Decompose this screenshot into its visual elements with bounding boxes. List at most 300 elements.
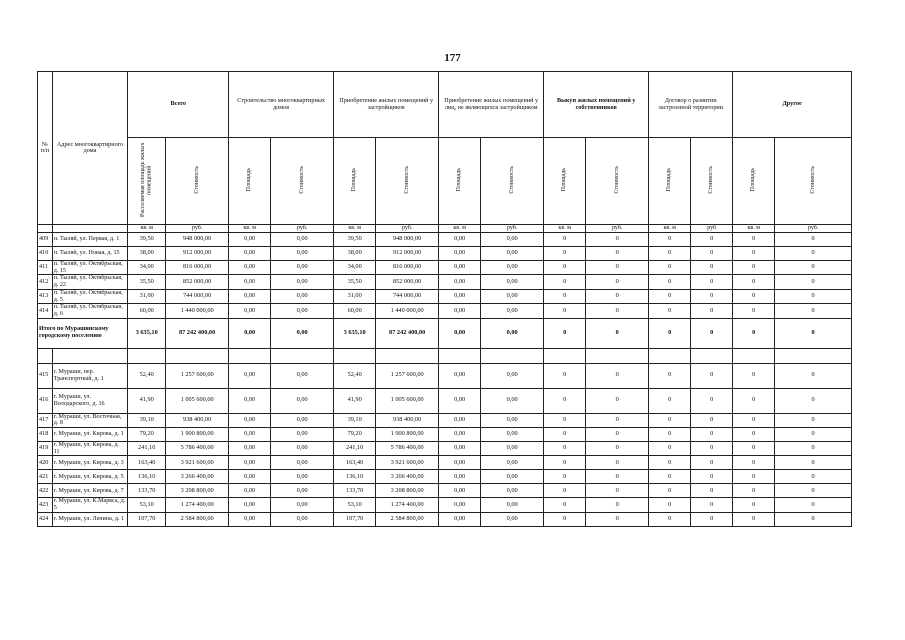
table-cell: 0,00 xyxy=(229,442,271,456)
sub-cost-label: Стоимость xyxy=(193,165,200,194)
table-row xyxy=(38,233,852,247)
table-cell: 1 900 800,00 xyxy=(166,428,229,442)
table-cell: 0 xyxy=(733,470,775,484)
table-cell: 0 xyxy=(586,388,649,413)
empty-cell xyxy=(649,348,691,363)
table-cell: 0 xyxy=(544,442,586,456)
table-cell: 0,00 xyxy=(229,512,271,526)
table-cell: 0 xyxy=(649,428,691,442)
table-cell: 0 xyxy=(733,363,775,388)
table-cell: 0 xyxy=(733,247,775,261)
page-number: 177 xyxy=(444,52,461,64)
table-cell: 0 xyxy=(586,289,649,303)
table-cell: 0 xyxy=(691,388,733,413)
table-cell: 35,50 xyxy=(334,275,376,289)
table-cell: 0 xyxy=(649,363,691,388)
table-cell: 852 000,00 xyxy=(166,275,229,289)
table-cell: 60,00 xyxy=(334,304,376,318)
table-cell: 0 xyxy=(775,233,852,247)
table-cell: 0,00 xyxy=(481,289,544,303)
total-cell: 87 242 400,00 xyxy=(166,318,229,348)
row-number: 424 xyxy=(38,512,53,526)
row-number: 418 xyxy=(38,428,53,442)
total-cell: 0 xyxy=(544,318,586,348)
row-address: г. Мураши, ул. Ленина, д. 1 xyxy=(52,512,128,526)
table-cell: 0,00 xyxy=(229,363,271,388)
row-address: п. Тыляй, ул. Первая, д. 1 xyxy=(52,233,128,247)
table-cell: 0 xyxy=(649,388,691,413)
table-cell: 1 257 600,00 xyxy=(376,363,439,388)
unit-cell: руб. xyxy=(775,225,852,233)
table-cell: 38,00 xyxy=(334,247,376,261)
table-cell: 0 xyxy=(544,247,586,261)
row-number: 410 xyxy=(38,247,53,261)
table-cell: 0 xyxy=(586,233,649,247)
sub-area-header xyxy=(733,138,775,225)
table-cell: 0 xyxy=(733,484,775,498)
table-cell: 0,00 xyxy=(481,275,544,289)
row-address: г. Мураши, ул. Володарского, д. 16 xyxy=(52,388,128,413)
sub-cost-header xyxy=(376,138,439,225)
header-purchase-non-developers: Приобретение жилых помещений у лиц, не являющихся застройщиком xyxy=(439,72,544,138)
row-number: 417 xyxy=(38,413,53,427)
table-cell: 744 000,00 xyxy=(376,289,439,303)
table-cell: 0 xyxy=(775,484,852,498)
sub-cost-label: Стоимость xyxy=(613,165,620,194)
table-cell: 3 921 600,00 xyxy=(166,456,229,470)
table-cell: 0 xyxy=(649,512,691,526)
sub-area-label: Площадь xyxy=(351,168,358,192)
table-cell: 0,00 xyxy=(439,363,481,388)
table-cell: 0 xyxy=(544,413,586,427)
table-cell: 0,00 xyxy=(439,498,481,512)
sub-cost-label: Стоимость xyxy=(708,165,715,194)
table-cell: 0 xyxy=(691,484,733,498)
table-cell: 0 xyxy=(775,413,852,427)
table-cell: 0 xyxy=(544,233,586,247)
header-development-contract: Договор о развитии застроенной территории xyxy=(649,72,733,138)
table-row xyxy=(38,512,852,526)
table-cell: 0 xyxy=(775,304,852,318)
table-row xyxy=(38,363,852,388)
table-cell: 0,00 xyxy=(439,388,481,413)
table-cell: 0,00 xyxy=(271,428,334,442)
row-address: п. Тыляй, ул. Октябрьская, д. 15 xyxy=(52,261,128,275)
table-body-a xyxy=(38,233,852,319)
table-cell: 0,00 xyxy=(271,413,334,427)
table-cell: 0,00 xyxy=(439,484,481,498)
table-cell: 0,00 xyxy=(271,498,334,512)
table-cell: 0 xyxy=(691,456,733,470)
table-cell: 3 266 400,00 xyxy=(376,470,439,484)
table-cell: 39,10 xyxy=(334,413,376,427)
row-address: г. Мураши, ул. Кирова, д. 7 xyxy=(52,484,128,498)
table-cell: 0 xyxy=(733,304,775,318)
table-cell: 938 400,00 xyxy=(376,413,439,427)
table-cell: 241,10 xyxy=(334,442,376,456)
row-number: 411 xyxy=(38,261,53,275)
table-cell: 79,20 xyxy=(128,428,166,442)
row-number: 412 xyxy=(38,275,53,289)
table-cell: 0,00 xyxy=(481,456,544,470)
unit-cell: кв. м xyxy=(128,225,166,233)
table-cell: 0 xyxy=(775,388,852,413)
table-row xyxy=(38,428,852,442)
table-cell: 912 000,00 xyxy=(376,247,439,261)
table-cell: 1 257 600,00 xyxy=(166,363,229,388)
table-cell: 0 xyxy=(586,512,649,526)
sub-cost-header xyxy=(775,138,852,225)
table-cell: 0 xyxy=(544,304,586,318)
table-cell: 0 xyxy=(691,498,733,512)
table-cell: 744 000,00 xyxy=(166,289,229,303)
table-row xyxy=(38,247,852,261)
table-cell: 39,50 xyxy=(128,233,166,247)
total-cell: 0 xyxy=(775,318,852,348)
table-cell: 0 xyxy=(544,470,586,484)
total-cell: 0 xyxy=(733,318,775,348)
table-cell: 0,00 xyxy=(271,363,334,388)
table-cell: 0,00 xyxy=(271,512,334,526)
total-label: Итого по Мурашинскому городскому поселению xyxy=(38,318,128,348)
empty-cell xyxy=(52,348,128,363)
table-cell: 0,00 xyxy=(229,261,271,275)
row-address: г. Мураши, пер. Транспортный, д. 1 xyxy=(52,363,128,388)
table-cell: 41,90 xyxy=(128,388,166,413)
table-cell: 0 xyxy=(691,470,733,484)
table-cell: 0,00 xyxy=(439,233,481,247)
sub-area-header xyxy=(649,138,691,225)
total-cell: 0 xyxy=(586,318,649,348)
table-cell: 0 xyxy=(586,484,649,498)
table-cell: 0 xyxy=(649,442,691,456)
table-cell: 0 xyxy=(544,289,586,303)
header-other: Другое xyxy=(733,72,852,138)
table-cell: 0 xyxy=(649,498,691,512)
table-cell: 0 xyxy=(775,512,852,526)
empty-cell xyxy=(586,348,649,363)
table-row xyxy=(38,261,852,275)
table-cell: 0,00 xyxy=(481,304,544,318)
table-cell: 0 xyxy=(691,247,733,261)
table-cell: 0 xyxy=(733,498,775,512)
total-cell: 87 242 400,00 xyxy=(376,318,439,348)
table-cell: 3 266 400,00 xyxy=(166,470,229,484)
table-cell: 0 xyxy=(775,428,852,442)
header-construction: Строительство многоквартирных домов xyxy=(229,72,334,138)
table-cell: 0 xyxy=(691,413,733,427)
table-cell: 0 xyxy=(775,261,852,275)
table-cell: 1 005 600,00 xyxy=(376,388,439,413)
sub-area-label: Площадь xyxy=(246,168,253,192)
sub-cost-header xyxy=(481,138,544,225)
table-row xyxy=(38,275,852,289)
table-cell: 0 xyxy=(775,247,852,261)
table-cell: 31,00 xyxy=(334,289,376,303)
row-number: 420 xyxy=(38,456,53,470)
row-address: п. Тыляй, ул. Октябрьская, д. 22 xyxy=(52,275,128,289)
row-number: 423 xyxy=(38,498,53,512)
table-cell: 0 xyxy=(586,304,649,318)
sub-cost-label: Стоимость xyxy=(403,165,410,194)
table-cell: 0,00 xyxy=(481,247,544,261)
table-cell: 0 xyxy=(733,512,775,526)
table-cell: 0 xyxy=(586,470,649,484)
table-cell: 3 921 600,00 xyxy=(376,456,439,470)
table-cell: 163,40 xyxy=(128,456,166,470)
table-cell: 816 000,00 xyxy=(166,261,229,275)
table-cell: 0 xyxy=(691,304,733,318)
table-cell: 0 xyxy=(733,456,775,470)
sub-cost-label: Стоимость xyxy=(508,165,515,194)
unit-cell: кв. м xyxy=(544,225,586,233)
table-cell: 0 xyxy=(691,428,733,442)
table-cell: 0,00 xyxy=(271,247,334,261)
table-cell: 34,00 xyxy=(128,261,166,275)
table-cell: 53,10 xyxy=(128,498,166,512)
table-cell: 1 005 600,00 xyxy=(166,388,229,413)
empty-cell xyxy=(128,348,166,363)
table-cell: 1 274 400,00 xyxy=(166,498,229,512)
sub-area-header xyxy=(128,138,166,225)
table-cell: 0 xyxy=(649,484,691,498)
table-row xyxy=(38,442,852,456)
table-cell: 0,00 xyxy=(439,442,481,456)
table-cell: 0 xyxy=(733,428,775,442)
table-cell: 3 208 800,00 xyxy=(376,484,439,498)
sub-cost-header xyxy=(691,138,733,225)
sub-cost-header xyxy=(271,138,334,225)
table-cell: 0 xyxy=(586,498,649,512)
unit-cell: кв. м xyxy=(649,225,691,233)
table-cell: 0,00 xyxy=(481,413,544,427)
table-cell: 39,10 xyxy=(128,413,166,427)
table-cell: 0 xyxy=(586,247,649,261)
total-body xyxy=(38,318,852,363)
table-row xyxy=(38,413,852,427)
table-cell: 0 xyxy=(649,289,691,303)
empty-cell xyxy=(544,348,586,363)
table-cell: 39,50 xyxy=(334,233,376,247)
table-cell: 133,70 xyxy=(334,484,376,498)
table-cell: 2 584 800,00 xyxy=(166,512,229,526)
table-cell: 0,00 xyxy=(271,442,334,456)
table-cell: 0,00 xyxy=(481,363,544,388)
table-cell: 0 xyxy=(733,233,775,247)
total-cell: 0,00 xyxy=(439,318,481,348)
table-cell: 38,00 xyxy=(128,247,166,261)
row-address: г. Мураши, ул. Кирова, д. 11 xyxy=(52,442,128,456)
empty-cell xyxy=(481,348,544,363)
row-number: 409 xyxy=(38,233,53,247)
table-cell: 2 584 800,00 xyxy=(376,512,439,526)
sub-area-label: Площадь xyxy=(750,168,757,192)
table-cell: 912 000,00 xyxy=(166,247,229,261)
table-cell: 0 xyxy=(544,428,586,442)
table-cell: 0 xyxy=(775,363,852,388)
sub-area-first-label: Расселяемая площадь жилых помещений xyxy=(140,142,153,217)
row-number: 419 xyxy=(38,442,53,456)
table-cell: 0,00 xyxy=(439,261,481,275)
table-cell: 0 xyxy=(775,498,852,512)
table-cell: 5 786 400,00 xyxy=(166,442,229,456)
table-cell: 0 xyxy=(649,470,691,484)
table-cell: 0,00 xyxy=(271,233,334,247)
table-cell: 0 xyxy=(733,289,775,303)
table-cell: 31,00 xyxy=(128,289,166,303)
row-address: г. Мураши, ул. Кирова, д. 5 xyxy=(52,470,128,484)
table-cell: 0,00 xyxy=(229,247,271,261)
table-cell: 0 xyxy=(649,275,691,289)
header-total: Всего xyxy=(128,72,229,138)
table-cell: 0,00 xyxy=(481,233,544,247)
table-cell: 0 xyxy=(649,413,691,427)
total-cell: 0 xyxy=(691,318,733,348)
table-cell: 0,00 xyxy=(229,456,271,470)
table-cell: 0 xyxy=(649,261,691,275)
table-cell: 136,10 xyxy=(128,470,166,484)
empty-cell xyxy=(334,348,376,363)
table-cell: 3 208 800,00 xyxy=(166,484,229,498)
table-cell: 0,00 xyxy=(229,388,271,413)
table-cell: 0 xyxy=(691,261,733,275)
table-row xyxy=(38,388,852,413)
table-cell: 163,40 xyxy=(334,456,376,470)
table-cell: 0,00 xyxy=(439,275,481,289)
table-row xyxy=(38,470,852,484)
table-cell: 0 xyxy=(544,498,586,512)
unit-cell: кв. м xyxy=(229,225,271,233)
empty-cell xyxy=(733,348,775,363)
unit-cell: кв. м xyxy=(439,225,481,233)
table-cell: 0,00 xyxy=(439,470,481,484)
table-cell: 0 xyxy=(586,413,649,427)
table-cell: 0 xyxy=(691,363,733,388)
header-purchase-developers: Приобретение жилых помещений у застройщиков xyxy=(334,72,439,138)
table-row xyxy=(38,304,852,318)
header-address: Адрес многоквартирного дома xyxy=(52,72,128,225)
table-cell: 0,00 xyxy=(439,304,481,318)
table-row xyxy=(38,289,852,303)
table-cell: 0 xyxy=(691,442,733,456)
table-cell: 0,00 xyxy=(229,233,271,247)
table-cell: 0 xyxy=(544,456,586,470)
table-cell: 0,00 xyxy=(439,428,481,442)
unit-cell: кв. м xyxy=(733,225,775,233)
empty-cell xyxy=(229,348,271,363)
table-cell: 1 900 800,00 xyxy=(376,428,439,442)
table-cell: 107,70 xyxy=(128,512,166,526)
table-cell: 0 xyxy=(586,428,649,442)
table-cell: 5 786 400,00 xyxy=(376,442,439,456)
table-cell: 0 xyxy=(586,363,649,388)
table-cell: 0 xyxy=(775,456,852,470)
table-cell: 0,00 xyxy=(229,275,271,289)
table-cell: 852 000,00 xyxy=(376,275,439,289)
table-cell: 35,50 xyxy=(128,275,166,289)
unit-cell: руб. xyxy=(376,225,439,233)
unit-cell: руб. xyxy=(586,225,649,233)
row-address: г. Мураши, ул. Кирова, д. 1 xyxy=(52,428,128,442)
table-cell: 0,00 xyxy=(229,289,271,303)
sub-area-label: Площадь xyxy=(666,168,673,192)
table-cell: 0 xyxy=(733,413,775,427)
row-number: 414 xyxy=(38,304,53,318)
table-cell: 107,70 xyxy=(334,512,376,526)
table-cell: 0,00 xyxy=(481,470,544,484)
total-cell: 0,00 xyxy=(481,318,544,348)
table-cell: 0 xyxy=(544,275,586,289)
table-cell: 0 xyxy=(691,275,733,289)
table-cell: 0,00 xyxy=(271,388,334,413)
total-cell: 0,00 xyxy=(271,318,334,348)
table-cell: 0,00 xyxy=(439,512,481,526)
total-row xyxy=(38,318,852,348)
table-cell: 241,10 xyxy=(128,442,166,456)
table-cell: 52,40 xyxy=(128,363,166,388)
table-cell: 0,00 xyxy=(481,442,544,456)
table-row xyxy=(38,456,852,470)
sub-cost-header xyxy=(586,138,649,225)
table-cell: 136,10 xyxy=(334,470,376,484)
table-cell: 0 xyxy=(691,289,733,303)
table-cell: 0,00 xyxy=(271,484,334,498)
header-sub-row xyxy=(38,138,852,225)
header-buyout: Выкуп жилых помещений у собственников xyxy=(544,72,649,138)
total-cell: 0,00 xyxy=(229,318,271,348)
table-cell: 0 xyxy=(586,456,649,470)
unit-cell: руб. xyxy=(481,225,544,233)
table-cell: 60,00 xyxy=(128,304,166,318)
table-cell: 0 xyxy=(649,247,691,261)
sub-cost-header xyxy=(166,138,229,225)
table-cell: 816 000,00 xyxy=(376,261,439,275)
sub-area-label: Площадь xyxy=(456,168,463,192)
table-cell: 0,00 xyxy=(481,484,544,498)
table-cell: 0 xyxy=(649,456,691,470)
empty-cell xyxy=(271,348,334,363)
table-cell: 0 xyxy=(691,512,733,526)
table-cell: 0 xyxy=(691,233,733,247)
table-row xyxy=(38,484,852,498)
row-number: 422 xyxy=(38,484,53,498)
row-address: г. Мураши, ул. К.Маркса, д. 5 xyxy=(52,498,128,512)
sub-area-header xyxy=(229,138,271,225)
table-cell: 0 xyxy=(649,233,691,247)
row-address: п. Тыляй, ул. Новая, д. 15 xyxy=(52,247,128,261)
total-cell: 0 xyxy=(649,318,691,348)
table-cell: 34,00 xyxy=(334,261,376,275)
table-cell: 0,00 xyxy=(229,498,271,512)
table-cell: 79,20 xyxy=(334,428,376,442)
table-cell: 41,90 xyxy=(334,388,376,413)
row-address: г. Мураши, ул. Кирова, д. 3 xyxy=(52,456,128,470)
empty-cell xyxy=(691,348,733,363)
table-cell: 133,70 xyxy=(128,484,166,498)
unit-cell: кв. м xyxy=(334,225,376,233)
table-cell: 0 xyxy=(586,261,649,275)
table-cell: 53,10 xyxy=(334,498,376,512)
table-cell: 0 xyxy=(733,275,775,289)
table-cell: 0 xyxy=(586,275,649,289)
table-body-b xyxy=(38,363,852,526)
table-cell: 0 xyxy=(544,484,586,498)
table-cell: 938 400,00 xyxy=(166,413,229,427)
unit-cell: руб xyxy=(691,225,733,233)
resettlement-table xyxy=(37,71,852,527)
unit-cell: руб. xyxy=(271,225,334,233)
table-cell: 0,00 xyxy=(439,247,481,261)
